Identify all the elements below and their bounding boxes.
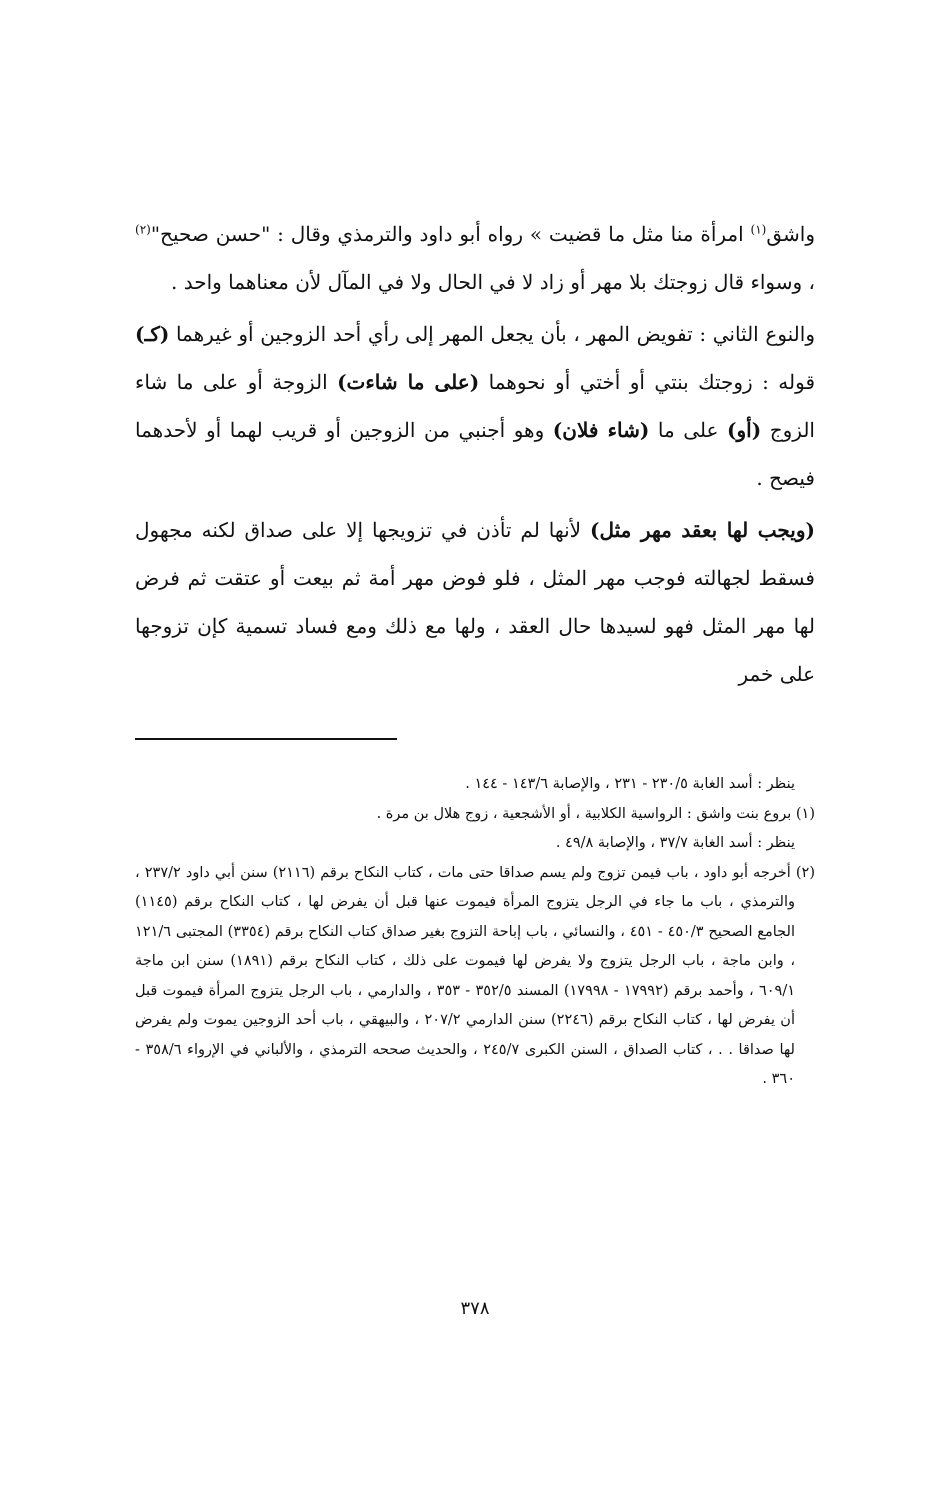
footnote-ref-1[interactable]: (١) bbox=[750, 222, 767, 237]
p2-text-b: قوله : زوجتك بنتي أو أختي أو نحوهما bbox=[479, 370, 816, 394]
p1-text-a: واشق bbox=[766, 222, 815, 246]
footnote-separator bbox=[135, 738, 397, 740]
matn-keyword-aw: (أو) bbox=[727, 418, 762, 442]
p1-text-c: ، وسواء قال زوجتك بلا مهر أو زاد لا في الحال ولا في المآل لأن معناهما واحد . bbox=[171, 270, 815, 294]
footnote-1: (١) بروع بنت واشق : الرواسية الكلابية ، أو الأشجعية ، زوج هلال بن مرة . bbox=[376, 805, 815, 822]
p3-text-a: لأنها لم تأذن في تزويجها إلا على صداق لكنه مجهول فسقط لجهالته فوجب مهر المثل ، فلو فوض مهر أمة ثم بيعت أو عتقت ثم فرض لها مهر المثل فهو لسيدها حال العقد ، ولها مع ذلك ومع فساد تسمية كإن تزوجها على خمر bbox=[135, 518, 815, 686]
footnote-1-reference: ينظر : أسد الغابة ٣٧/٧ ، والإصابة ٤٩/٨ . bbox=[555, 835, 795, 851]
p2-text-e: وهو أجنبي من الزوجين أو قريب لهما أو لأحدهما فيصح . bbox=[135, 418, 815, 490]
page-number: ٣٧٨ bbox=[460, 1298, 490, 1319]
p1-text-b: امرأة منا مثل ما قضيت » رواه أبو داود والترمذي وقال : "حسن صحيح" bbox=[150, 222, 751, 246]
p2-text-d: على ما bbox=[649, 418, 728, 442]
matn-keyword-wajib-mahr-mithl: (ويجب لها بعقد مهر مثل) bbox=[590, 518, 815, 542]
footnote-2: (٢) أخرجه أبو داود ، باب فيمن تزوج ولم يسم صداقا حتى مات ، كتاب النكاح برقم (٢١١٦) سنن أبي داود ٢٣٧/٢ ، والترمذي ، باب ما جاء في الرجل يتزوج المرأة فيموت عنها قبل أن يفرض لها ، كتاب النكاح برقم (١١٤٥) الجامع الصحيح ٤٥٠/٣ - ٤٥١ ، والنسائي ، باب إباحة التزوج بغير صداق كتاب النكاح برقم (٣٣٥٤) المجتبى ١٢١/٦ ، وابن ماجة ، باب الرجل يتزوج ولا يفرض لها فيموت على ذلك ، كتاب النكاح برقم (١٨٩١) سنن ابن ماجة ٦٠٩/١ ، وأحمد برقم (١٧٩٩٢ - ١٧٩٩٨) المسند ٣٥٢/٥ - ٣٥٣ ، والدارمي ، باب الرجل يتزوج المرأة فيموت قبل أن يفرض لها ، كتاب النكاح برقم (٢٢٤٦) سنن الدارمي ٢٠٧/٢ ، والبيهقي ، باب أحد الزوجين يموت ولم يفرض لها صداقا . . ، كتاب الصداق ، السنن الكبرى ٢٤٥/٧ ، والحديث صححه الترمذي ، والألباني في الإرواء ٣٥٨/٦ - ٣٦٠ . bbox=[135, 864, 815, 1087]
paragraph-3 bbox=[135, 506, 815, 698]
footnote-continuation: ينظر : أسد الغابة ٢٣٠/٥ - ٢٣١ ، والإصابة ١٤٣/٦ - ١٤٤ . bbox=[465, 776, 795, 792]
paragraph-2 bbox=[135, 310, 815, 502]
p2-text-a: والنوع الثاني : تفويض المهر ، بأن يجعل المهر إلى رأي أحد الزوجين أو غيرهما bbox=[169, 322, 815, 346]
p2-text-c: الزوجة أو على ما شاء الزوج bbox=[135, 370, 815, 442]
main-text bbox=[135, 210, 815, 702]
matn-keyword-shaa-fulan: (شاء فلان) bbox=[552, 418, 650, 442]
matn-keyword-ala-ma-shaat: (على ما شاءت) bbox=[337, 370, 480, 394]
footnote-ref-2[interactable]: (٢) bbox=[135, 222, 151, 237]
matn-keyword-ka: (كـ) bbox=[135, 322, 170, 346]
footnotes bbox=[135, 770, 815, 1095]
paragraph-1 bbox=[135, 210, 815, 306]
